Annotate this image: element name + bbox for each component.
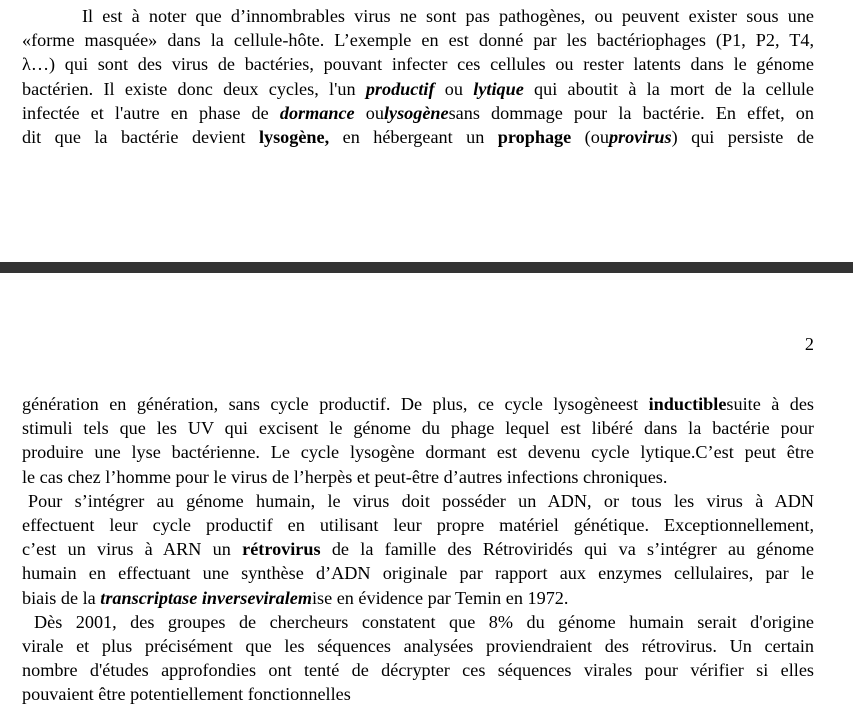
page-separator: [0, 262, 853, 273]
text-span: Il est à noter que d’innombrables virus ne sont pas pathogènes, ou peuvent exister sous une: [82, 6, 814, 26]
emphasis-term: productif: [365, 78, 435, 99]
bold-term: inductible: [648, 394, 727, 414]
text-line: produire une lyse bactérienne. Le cycle lysogène dormant est devenu cycle lytique.C’est peut être: [22, 442, 814, 463]
text-line: nombre d'études approfondies ont tenté de décrypter ces séquences virales pour vérifier si elles: [22, 660, 814, 681]
text-span: génération en génération, sans cycle productif. De plus, ce cycle lysogèneest: [22, 394, 649, 414]
page-body: [22, 392, 814, 707]
text-span: (ou: [571, 127, 609, 148]
emphasis-term: provirus: [608, 127, 672, 148]
page-top-fragment: [0, 0, 853, 262]
text-line: [22, 101, 814, 125]
text-span: ) qui persiste de: [671, 127, 814, 148]
text-line: [22, 489, 814, 513]
emphasis-term: lysogène: [383, 102, 449, 123]
text-span: bactérien. Il existe donc deux cycles, l'un: [22, 78, 366, 99]
emphasis-term: dormance: [279, 102, 355, 123]
emphasis-term: lytique: [473, 78, 524, 99]
text-line: [22, 4, 814, 28]
emphasis-term: transcriptase inverseviralem: [100, 587, 312, 608]
text-line: [22, 52, 814, 76]
text-span: biais de la: [22, 587, 101, 608]
text-line: [22, 537, 814, 561]
paragraph-induction: [22, 392, 814, 489]
text-line: [22, 586, 814, 610]
text-span: sans dommage pour la bactérie. En effet, on: [448, 102, 814, 123]
page-number: 2: [804, 334, 814, 354]
text-line: humain en effectuant une synthèse d’ADN originale par rapport aux enzymes cellulaires, par le: [22, 563, 814, 584]
text-span: Pour s’intégrer au génome humain, le virus doit posséder un ADN, or tous les virus à ADN: [28, 490, 814, 511]
text-span: ise en évidence par Temin en 1972.: [311, 587, 569, 608]
text-line: stimuli tels que les UV qui excisent le génome du phage lequel est libéré dans la bactérie pour: [22, 418, 814, 439]
paragraph-genome-origin: [22, 610, 814, 707]
text-span: de la famille des Rétroviridés qui va s’intégrer au génome: [320, 539, 814, 560]
text-span: «forme masquée» dans la cellule-hôte. L’exemple en est donné par les bactériophages (P1, P2, T4,: [22, 30, 814, 51]
text-span: ou: [434, 78, 474, 99]
text-line: [22, 610, 814, 634]
text-span: en hébergeant un: [329, 127, 498, 148]
text-line: [22, 28, 814, 52]
paragraph-lysogeny: [22, 4, 814, 149]
text-line: [22, 392, 814, 416]
bold-term: prophage: [497, 127, 572, 148]
text-line: effectuent leur cycle productif en utilisant leur propre matériel génétique. Exceptionnellement,: [22, 515, 814, 536]
text-span: λ…) qui sont des virus de bactéries, pouvant infecter ces cellules ou rester latents dans le génome: [22, 54, 814, 75]
text-span: infectée et l'autre en phase de: [22, 102, 280, 123]
bold-term: lysogène,: [258, 127, 330, 148]
bold-term: rétrovirus: [242, 539, 321, 560]
text-span: dit que la bactérie devient: [22, 127, 259, 148]
text-line: [22, 77, 814, 101]
text-line: [22, 125, 814, 149]
text-line: virale et plus précisément que les séquences analysées proviendraient des rétrovirus. Un certain: [22, 636, 814, 657]
text-span: qui aboutit à la mort de la cellule: [523, 78, 814, 99]
text-span: Dès 2001, des groupes de chercheurs constatent que 8% du génome humain serait d'origine: [34, 611, 814, 632]
text-line: pouvaient être potentiellement fonctionnelles: [22, 684, 351, 705]
text-span: suite à des: [726, 394, 815, 414]
text-span: c’est un virus à ARN un: [22, 539, 243, 560]
text-line: le cas chez l’homme pour le virus de l’herpès et peut-être d’autres infections chroniques.: [22, 466, 668, 487]
paragraph-retrovirus: [22, 489, 814, 610]
text-span: ou: [354, 102, 384, 123]
